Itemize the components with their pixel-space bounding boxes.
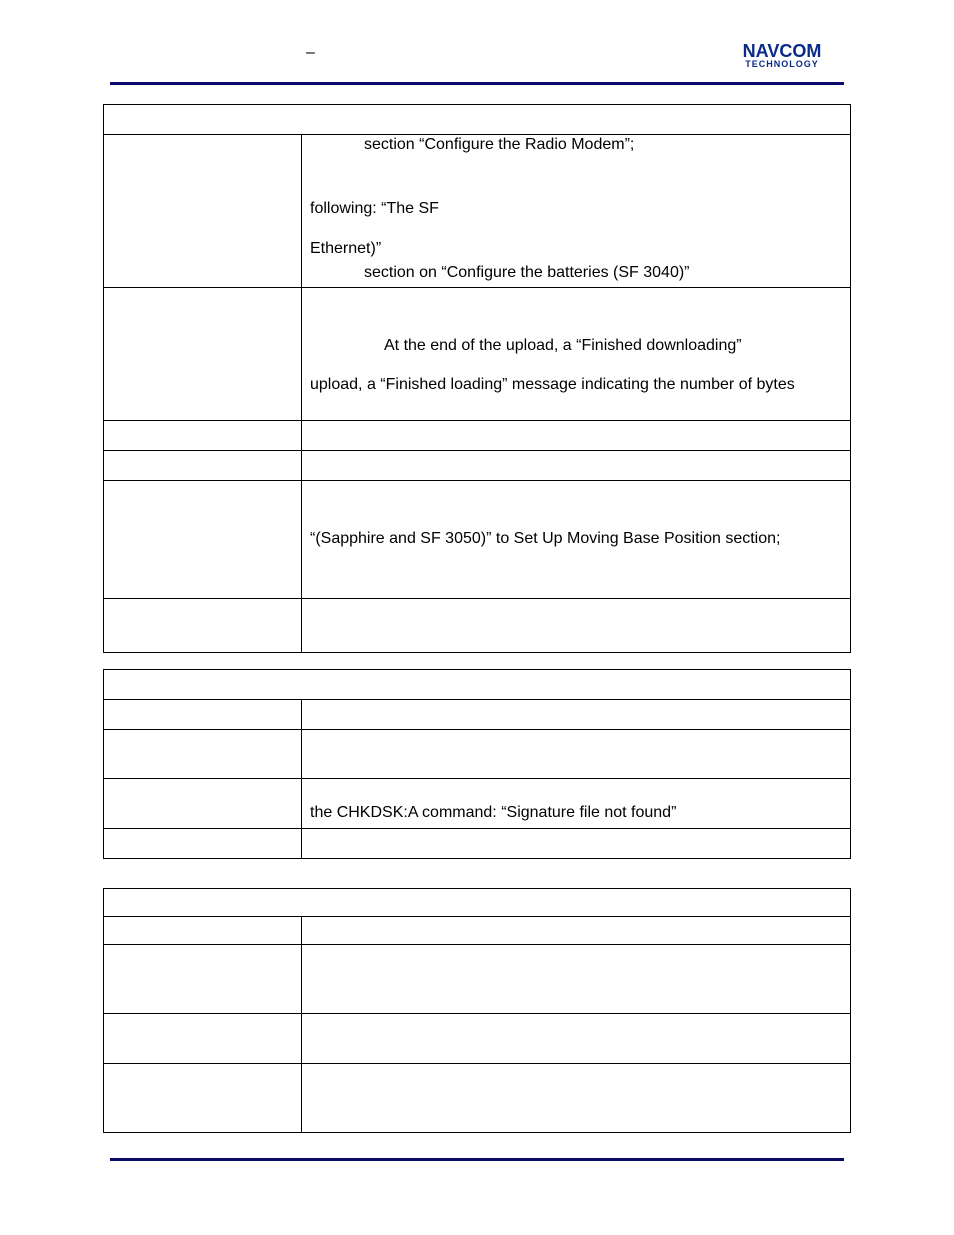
content-cell [302,481,851,599]
cell-line: the CHKDSK:A command: “Signature file not found” [310,804,677,821]
label-cell [104,421,302,451]
table-2-header-cell [104,670,851,700]
navcom-logo-svg [720,42,844,68]
table-row [104,288,851,421]
cell-line: section on “Configure the batteries (SF 3040)” [364,264,690,281]
navcom-logo [720,42,844,68]
table-row [104,779,851,829]
table-row [104,829,851,859]
table-3-header-row [104,889,851,917]
table-row [104,481,851,599]
content-cell [302,730,851,779]
table-3-header-cell [104,889,851,917]
table-row [104,599,851,653]
label-cell [104,288,302,421]
label-cell [104,945,302,1014]
table-2 [103,669,851,859]
header-rule [110,82,844,85]
content-cell [302,829,851,859]
label-cell [104,451,302,481]
cell-line: Ethernet)” [310,240,382,257]
label-cell [104,779,302,829]
content-cell [302,1064,851,1133]
content-cell [302,599,851,653]
label-cell [104,1014,302,1064]
table-1-header-cell [104,105,851,135]
footer-rule [110,1158,844,1161]
table-row [104,135,851,288]
table-1 [103,104,851,653]
cell-line: section “Configure the Radio Modem”; [364,136,635,153]
content-cell [302,451,851,481]
table-row [104,421,851,451]
table-row [104,945,851,1014]
content-cell [302,917,851,945]
label-cell [104,700,302,730]
table-row [104,1014,851,1064]
content-cell [302,1014,851,1064]
table-row [104,730,851,779]
table-row [104,1064,851,1133]
content-cell [302,779,851,829]
content-cell [302,421,851,451]
table-2-header-row [104,670,851,700]
cell-line: “(Sapphire and SF 3050)” to Set Up Moving Base Position section; [310,530,781,547]
table-3 [103,888,851,1133]
table-1-header-row [104,105,851,135]
table-row [104,451,851,481]
content-cell [302,288,851,421]
cell-line: At the end of the upload, a “Finished downloading” [384,337,742,354]
header-dash: – [306,44,315,61]
logo-line1: NAVCOM [742,42,822,61]
label-cell [104,599,302,653]
content-cell [302,945,851,1014]
logo-line2: TECHNOLOGY [745,59,819,68]
content-cell [302,700,851,730]
label-cell [104,1064,302,1133]
label-cell [104,135,302,288]
table-row [104,917,851,945]
label-cell [104,481,302,599]
label-cell [104,730,302,779]
label-cell [104,917,302,945]
content-cell [302,135,851,288]
cell-line: upload, a “Finished loading” message indicating the number of bytes [310,376,795,393]
table-row [104,700,851,730]
cell-line: following: “The SF [310,200,439,217]
label-cell [104,829,302,859]
